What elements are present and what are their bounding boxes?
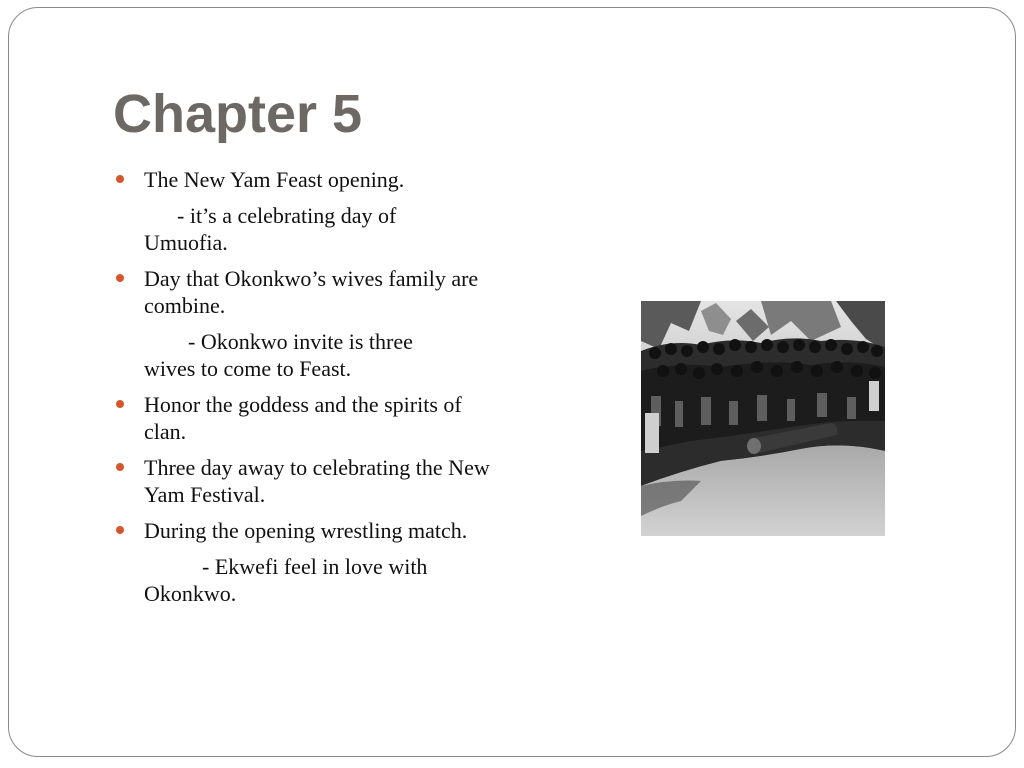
bullet-text: Honor the goddess and the spirits of clan. <box>144 392 462 444</box>
bullet-text: During the opening wrestling match. <box>144 518 468 543</box>
sub-point-text: - it’s a celebrating day of <box>177 203 397 228</box>
village-crowd-photo-drawing <box>641 301 885 536</box>
sub-point <box>113 553 503 607</box>
sub-point-continuation: Umuofia. <box>144 230 228 255</box>
bullet-dot-icon <box>116 274 124 282</box>
sub-point-continuation: wives to come to Feast. <box>144 356 352 381</box>
bullet-item <box>113 265 503 319</box>
slide-title: Chapter 5 <box>113 84 363 144</box>
bullet-dot-icon <box>116 175 124 183</box>
slide-body <box>113 166 503 616</box>
bullet-text: Day that Okonkwo’s wives family are combine. <box>144 266 479 318</box>
bullet-dot-icon <box>116 400 124 408</box>
bullet-item <box>113 166 503 193</box>
bullet-item <box>113 517 503 544</box>
sub-point-text: - Ekwefi feel in love with <box>202 554 428 579</box>
sub-point-continuation: Okonkwo. <box>144 581 237 606</box>
bullet-item <box>113 391 503 445</box>
village-crowd-photo <box>641 301 885 536</box>
bullet-text: Three day away to celebrating the New Yam Festival. <box>144 455 490 507</box>
bullet-text: The New Yam Feast opening. <box>144 167 405 192</box>
sub-point <box>113 202 503 256</box>
bullet-dot-icon <box>116 526 124 534</box>
bullet-dot-icon <box>116 463 124 471</box>
sub-point-text: - Okonkwo invite is three <box>188 329 413 354</box>
bullet-item <box>113 454 503 508</box>
sub-point <box>113 328 503 382</box>
